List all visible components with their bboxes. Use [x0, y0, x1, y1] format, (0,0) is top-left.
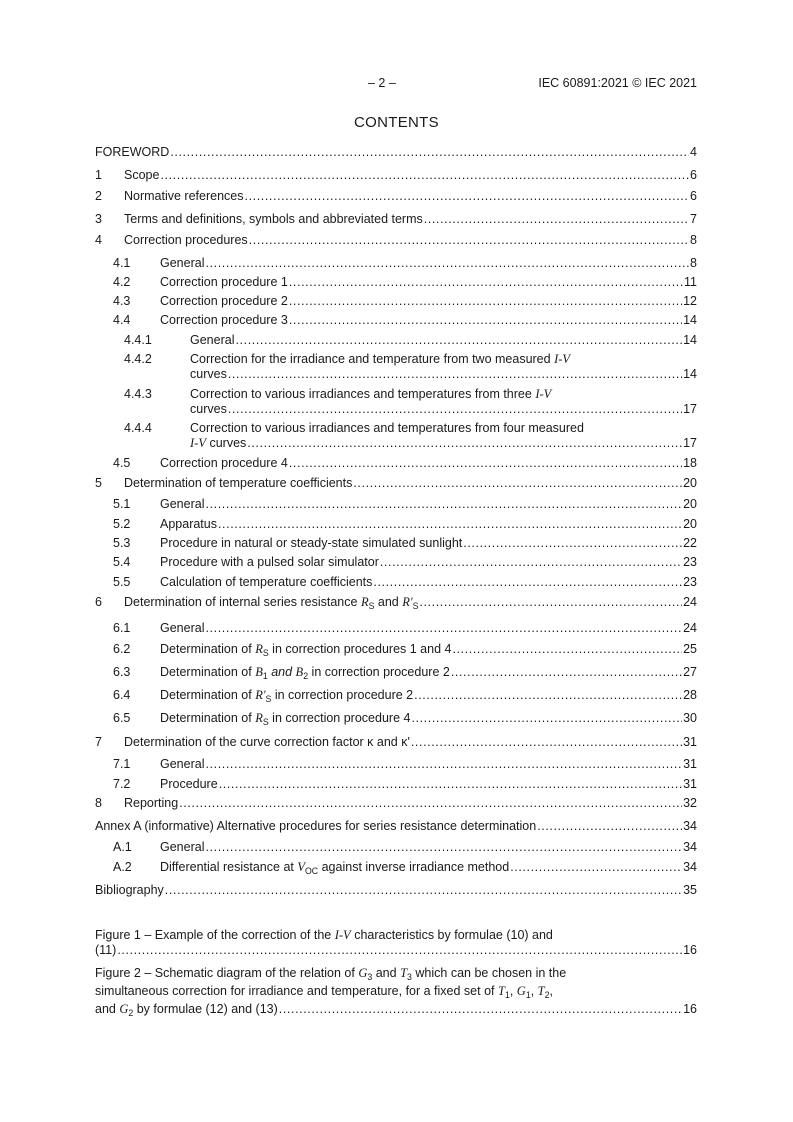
toc-entry-6-3[interactable]: 6.3 Determination of $B_1$ and $B_2$ in correction procedure 2 ..... 27: [113, 665, 697, 680]
toc-entry-7-2[interactable]: 7.2 Procedure ..... 31: [113, 777, 697, 792]
toc-entry-6-2[interactable]: 6.2 Determination of $R_S$ in correction procedures 1 and 4 ..... 25: [113, 642, 697, 657]
toc-entry-2[interactable]: 2 Normative references ..... 6: [95, 189, 697, 204]
toc-entry-6-1[interactable]: 6.1 General ..... 24: [113, 621, 697, 636]
toc-entry-4-3[interactable]: 4.3 Correction procedure 2 ..... 12: [113, 294, 697, 309]
toc-entry-4-4-4[interactable]: 4.4.4 Correction to various irradiances and temperatures from four measured I-V curves ..... 17: [124, 421, 697, 451]
toc-entry-a-1[interactable]: A.1 General ..... 34: [113, 840, 697, 855]
toc-entry-5-5[interactable]: 5.5 Calculation of temperature coefficients ..... 23: [113, 575, 697, 590]
toc-entry-4-2[interactable]: 4.2 Correction procedure 1 ..... 11: [113, 275, 697, 290]
toc-entry-1[interactable]: 1 Scope ..... 6: [95, 168, 697, 183]
toc-entry-6-5[interactable]: 6.5 Determination of $R_S$ in correction procedure 4 ..... 30: [113, 711, 697, 726]
toc-entry-8[interactable]: 8 Reporting ..... 32: [95, 796, 697, 811]
toc-entry-6[interactable]: 6 Determination of internal series resistance $R_S$ and $R'_S$ ..... 24: [95, 595, 697, 610]
toc-entry-4-4-1[interactable]: 4.4.1 General ..... 14: [124, 333, 697, 348]
toc-entry-4-5[interactable]: 4.5 Correction procedure 4 ..... 18: [113, 456, 697, 471]
toc-entry-bibliography[interactable]: Bibliography ..... 35: [95, 883, 697, 898]
toc-entry-7[interactable]: 7 Determination of the curve correction factor κ and κ' ..... 31: [95, 735, 697, 750]
toc-entry-3[interactable]: 3 Terms and definitions, symbols and abbreviated terms ..... 7: [95, 212, 697, 227]
page-title: CONTENTS: [354, 114, 439, 131]
toc-entry-foreword[interactable]: FOREWORD ..... 4: [95, 145, 697, 160]
toc-entry-5-4[interactable]: 5.4 Procedure with a pulsed solar simulator ..... 23: [113, 555, 697, 570]
toc-entry-4-1[interactable]: 4.1 General ..... 8: [113, 256, 697, 271]
page-number: – 2 –: [368, 76, 396, 90]
toc-entry-6-4[interactable]: 6.4 Determination of $R'_S$ in correction procedure 2 ..... 28: [113, 688, 697, 703]
toc-entry-4-4[interactable]: 4.4 Correction procedure 3 ..... 14: [113, 313, 697, 328]
toc-entry-5-1[interactable]: 5.1 General ..... 20: [113, 497, 697, 512]
toc-entry-4-4-2[interactable]: 4.4.2 Correction for the irradiance and temperature from two measured I-V curves ..... 14: [124, 352, 697, 382]
figure-list-entry-2[interactable]: Figure 2 – Schematic diagram of the relation of $G_3$ and $T_3$ which can be chosen in the simultaneous correction for irradiance and temperature, for a fixed set of $T_1$, $G_1$, $T_2$, and $G_2$ by formulae (12) and (13) ..... 16: [95, 964, 697, 1018]
figure-list-entry-1[interactable]: Figure 1 – Example of the correction of the I-V characteristics by formulae (10) and (11) ..... 16: [95, 928, 697, 958]
toc-entry-5[interactable]: 5 Determination of temperature coefficients ..... 20: [95, 476, 697, 491]
standard-reference: IEC 60891:2021 © IEC 2021: [538, 76, 697, 90]
toc-entry-5-2[interactable]: 5.2 Apparatus ..... 20: [113, 517, 697, 532]
toc-entry-annex-a[interactable]: Annex A (informative) Alternative procedures for series resistance determination ..... 34: [95, 819, 697, 834]
toc-entry-5-3[interactable]: 5.3 Procedure in natural or steady-state simulated sunlight ..... 22: [113, 536, 697, 551]
toc-entry-a-2[interactable]: A.2 Differential resistance at $V_{OC}$ against inverse irradiance method ..... 34: [113, 860, 697, 875]
toc-entry-7-1[interactable]: 7.1 General ..... 31: [113, 757, 697, 772]
toc-entry-4-4-3[interactable]: 4.4.3 Correction to various irradiances and temperatures from three I-V curves ..... 17: [124, 387, 697, 417]
toc-entry-4[interactable]: 4 Correction procedures ..... 8: [95, 233, 697, 248]
